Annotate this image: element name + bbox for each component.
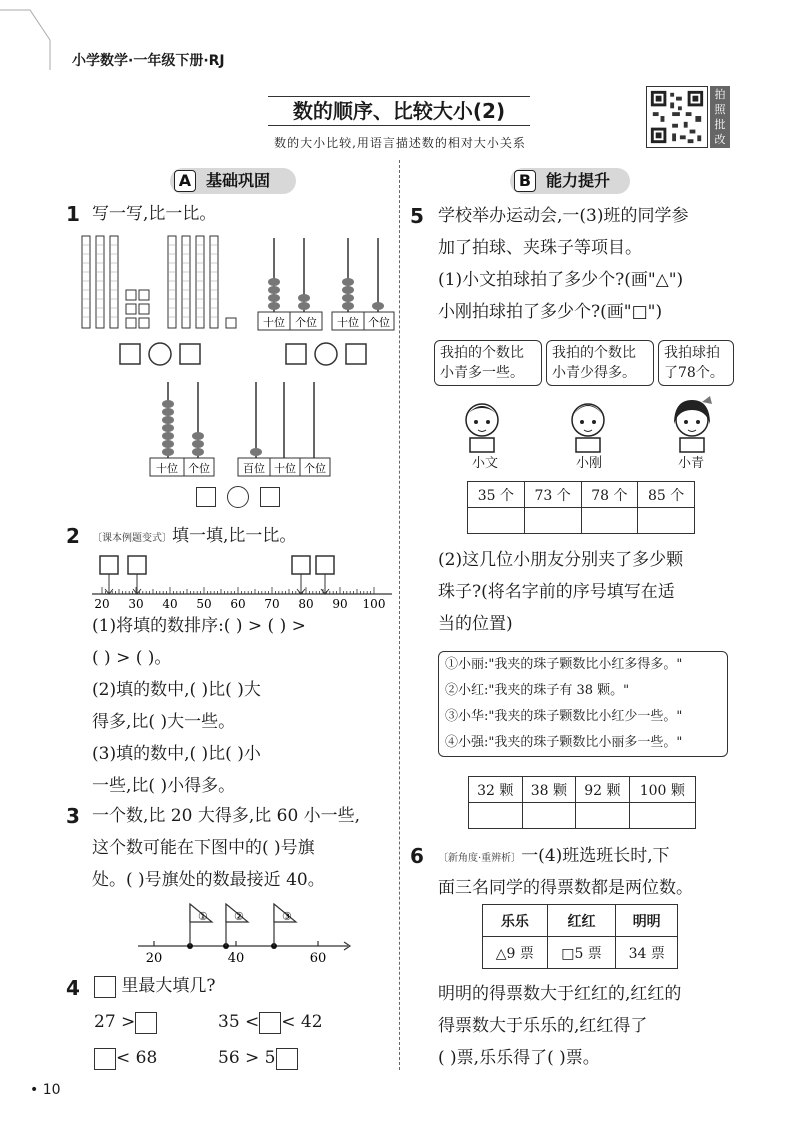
answer-box[interactable] [135, 1012, 157, 1034]
section-b-title: 能力提升 [546, 171, 611, 190]
tens-sticks-left [82, 236, 218, 328]
table-cell: 38 颗 [522, 777, 576, 803]
lesson-title: 数的顺序、比较大小(2) [268, 96, 530, 126]
table-header: 明明 [616, 905, 678, 937]
q6-line [438, 840, 670, 875]
table-header: 乐乐 [483, 905, 548, 937]
kid-name: 小文 [472, 456, 499, 471]
q4-prompt [94, 970, 216, 1002]
q5-part2 [438, 544, 683, 640]
q4-item-text: 35 < [218, 1012, 260, 1032]
q5-line: (1)小文拍球拍了多少个?(画"△") [438, 270, 684, 290]
table-header: 红红 [547, 905, 616, 937]
q6-line: 得票数大于乐乐的,红红得了 [438, 1016, 648, 1036]
ones-cubes [126, 290, 236, 328]
q2-tag: 〔课本例题变式〕 [92, 533, 172, 544]
answer-circle[interactable] [227, 486, 249, 508]
answer-cell[interactable] [468, 508, 525, 534]
ruler-label: 30 [128, 597, 144, 611]
q6-tag: 〔新角度·重辨析〕 [438, 853, 522, 864]
answer-box[interactable] [260, 487, 280, 507]
ruler-label: 90 [332, 597, 348, 611]
q3-number-line [136, 896, 352, 966]
flag-label: ① [198, 910, 208, 923]
ruler-label: 20 [94, 597, 110, 611]
q2-line: (3)填的数中,( )比( )小 [92, 744, 261, 764]
lesson-subtitle: 数的大小比较,用语言描述数的相对大小关系 [274, 136, 526, 150]
ten-label: 十位 [337, 316, 359, 329]
section-a-title: 基础巩固 [206, 171, 271, 190]
q5-line: 学校举办运动会,一(3)班的同学参 [438, 206, 689, 226]
q5-line: 小刚拍球拍了多少个?(画"□") [438, 302, 663, 322]
answer-cell[interactable] [522, 803, 576, 829]
q6-lines [438, 978, 681, 1074]
q4-item-2 [218, 1006, 323, 1038]
ruler-label: 60 [230, 597, 246, 611]
kids-illustration [440, 388, 740, 458]
photo-grade-tag[interactable]: 拍照批改 [710, 86, 730, 148]
q4-item-text: 27 > [94, 1012, 136, 1032]
q2-line: ( ) > ( )。 [92, 648, 172, 668]
one-label: 个位 [295, 316, 317, 329]
answer-cell[interactable] [629, 803, 695, 829]
abacus-1 [258, 238, 322, 330]
q2-number-line [88, 552, 394, 612]
ruler-label: 100 [362, 597, 386, 611]
statement: ①小丽:"我夹的珠子颗数比小红多得多。" [445, 657, 683, 672]
q1-number: 1 [66, 202, 80, 226]
abacus-2 [332, 238, 394, 330]
answer-cell[interactable] [469, 803, 523, 829]
q2-text [92, 520, 296, 555]
kid-xiaogang [572, 404, 604, 452]
axis-label: 40 [227, 951, 245, 966]
table-cell: 92 颗 [576, 777, 630, 803]
kid-name: 小青 [678, 456, 705, 471]
q4-number: 4 [66, 976, 80, 1000]
q5-table-beads [468, 776, 696, 829]
answer-box [94, 976, 116, 998]
ruler-answer-box [316, 556, 334, 574]
q4-item-4 [218, 1042, 298, 1074]
hundred-label: 百位 [243, 462, 265, 475]
ruler-label: 50 [196, 597, 212, 611]
answer-cell[interactable] [524, 508, 581, 534]
q4-item-1 [94, 1006, 157, 1038]
q2-line: 一些,比( )小得多。 [92, 776, 236, 796]
q5-line: 加了拍球、夹珠子等项目。 [438, 238, 642, 258]
compare-row-1 [120, 343, 366, 365]
ruler-answer-box [100, 556, 118, 574]
one-label: 个位 [188, 462, 210, 475]
kid-xiaoqing [674, 396, 712, 452]
answer-box[interactable] [196, 487, 216, 507]
section-b-letter: B [514, 170, 536, 192]
ruler-answer-box [128, 556, 146, 574]
q1-figures [78, 232, 398, 492]
page-number: • 10 [30, 1082, 61, 1098]
answer-box[interactable] [94, 1048, 116, 1070]
q5-line: 珠子?(将名字前的序号填写在适 [438, 582, 675, 602]
table-cell: 32 颗 [469, 777, 523, 803]
q4-text: 里最大填几? [121, 976, 216, 996]
table-cell: 85 个 [638, 482, 695, 508]
q3-line: 处。( )号旗处的数最接近 40。 [92, 870, 325, 890]
ten-label: 十位 [156, 462, 178, 475]
axis-label: 20 [145, 951, 163, 966]
q5-lines [438, 200, 688, 328]
q6-votes-table [482, 904, 678, 969]
one-label: 个位 [368, 316, 390, 329]
q2-line: (1)将填的数排序:( ) > ( ) > [92, 616, 306, 636]
compare-row-2 [196, 486, 280, 508]
q6-line: 明明的得票数大于红红的,红红的 [438, 984, 682, 1004]
section-b-header [510, 168, 630, 194]
section-a-letter: A [174, 170, 196, 192]
q4-item-text: < 42 [281, 1012, 323, 1032]
q6-text: 一(4)班选班长时,下 [521, 846, 670, 866]
abacus-4 [238, 382, 330, 476]
table-cell: 35 个 [468, 482, 525, 508]
q3-lines [92, 800, 360, 896]
answer-box[interactable] [259, 1012, 281, 1034]
table-cell: 100 颗 [629, 777, 695, 803]
statement: ②小红:"我夹的珠子有 38 颗。" [445, 683, 630, 698]
book-header: 小学数学·一年级下册·RJ [72, 53, 225, 69]
statement: ③小华:"我夹的珠子颗数比小红少一些。" [445, 709, 683, 724]
ten-label: 十位 [274, 462, 296, 475]
q3-line: 这个数可能在下图中的( )号旗 [92, 838, 315, 858]
q6-number: 6 [410, 844, 424, 868]
ruler-label: 80 [298, 597, 314, 611]
q5-line: (2)这几位小朋友分别夹了多少颗 [438, 550, 684, 570]
kid-xiaowen [466, 404, 498, 452]
ruler-answer-box [292, 556, 310, 574]
q5-table-balls [467, 481, 695, 534]
q6-line: ( )票,乐乐得了( )票。 [438, 1048, 600, 1068]
axis-label: 60 [309, 951, 327, 966]
q2-lines [92, 610, 306, 802]
qr-code[interactable] [646, 86, 708, 148]
q4-item-text: < 68 [116, 1048, 158, 1068]
q3-line: 一个数,比 20 大得多,比 60 小一些, [92, 806, 361, 826]
table-cell: △9 票 [483, 937, 548, 969]
speech-bubble: 我拍球拍了78个。 [658, 340, 734, 386]
answer-cell[interactable] [638, 508, 695, 534]
statement: ④小强:"我夹的珠子颗数比小丽多一些。" [445, 735, 683, 750]
table-cell: 73 个 [524, 482, 581, 508]
q5-line: 当的位置) [438, 614, 513, 634]
table-cell: 78 个 [581, 482, 638, 508]
q4-item-text: 56 > 5 [218, 1048, 276, 1068]
kid-name: 小刚 [576, 456, 603, 471]
answer-box[interactable] [276, 1048, 298, 1070]
table-cell: □5 票 [547, 937, 616, 969]
speech-bubble: 我拍的个数比小青多一些。 [434, 340, 542, 386]
q2-line: 得多,比( )大一些。 [92, 712, 236, 732]
ten-label: 十位 [263, 316, 285, 329]
one-label: 个位 [304, 462, 326, 475]
q5-number: 5 [410, 204, 424, 228]
flag-label: ② [234, 910, 244, 923]
speech-bubble: 我拍的个数比小青少得多。 [546, 340, 654, 386]
ruler-label: 40 [162, 597, 178, 611]
q4-item-3 [94, 1042, 157, 1074]
table-cell: 34 票 [616, 937, 678, 969]
corner-decoration [0, 0, 60, 80]
flag-label: ③ [282, 910, 292, 923]
q2-line: (2)填的数中,( )比( )大 [92, 680, 261, 700]
abacus-3 [150, 382, 214, 476]
q2-instruction: 填一填,比一比。 [172, 526, 297, 546]
answer-cell[interactable] [576, 803, 630, 829]
page-number-text: 10 [42, 1082, 61, 1098]
ruler-label: 70 [264, 597, 280, 611]
q6-line: 面三名同学的得票数都是两位数。 [438, 878, 693, 898]
q2-number: 2 [66, 524, 80, 548]
q1-text: 写一写,比一比。 [92, 204, 217, 224]
section-a-header [170, 168, 296, 194]
answer-cell[interactable] [581, 508, 638, 534]
column-divider [399, 160, 400, 1070]
q3-number: 3 [66, 804, 80, 828]
q5-statements [438, 651, 728, 757]
